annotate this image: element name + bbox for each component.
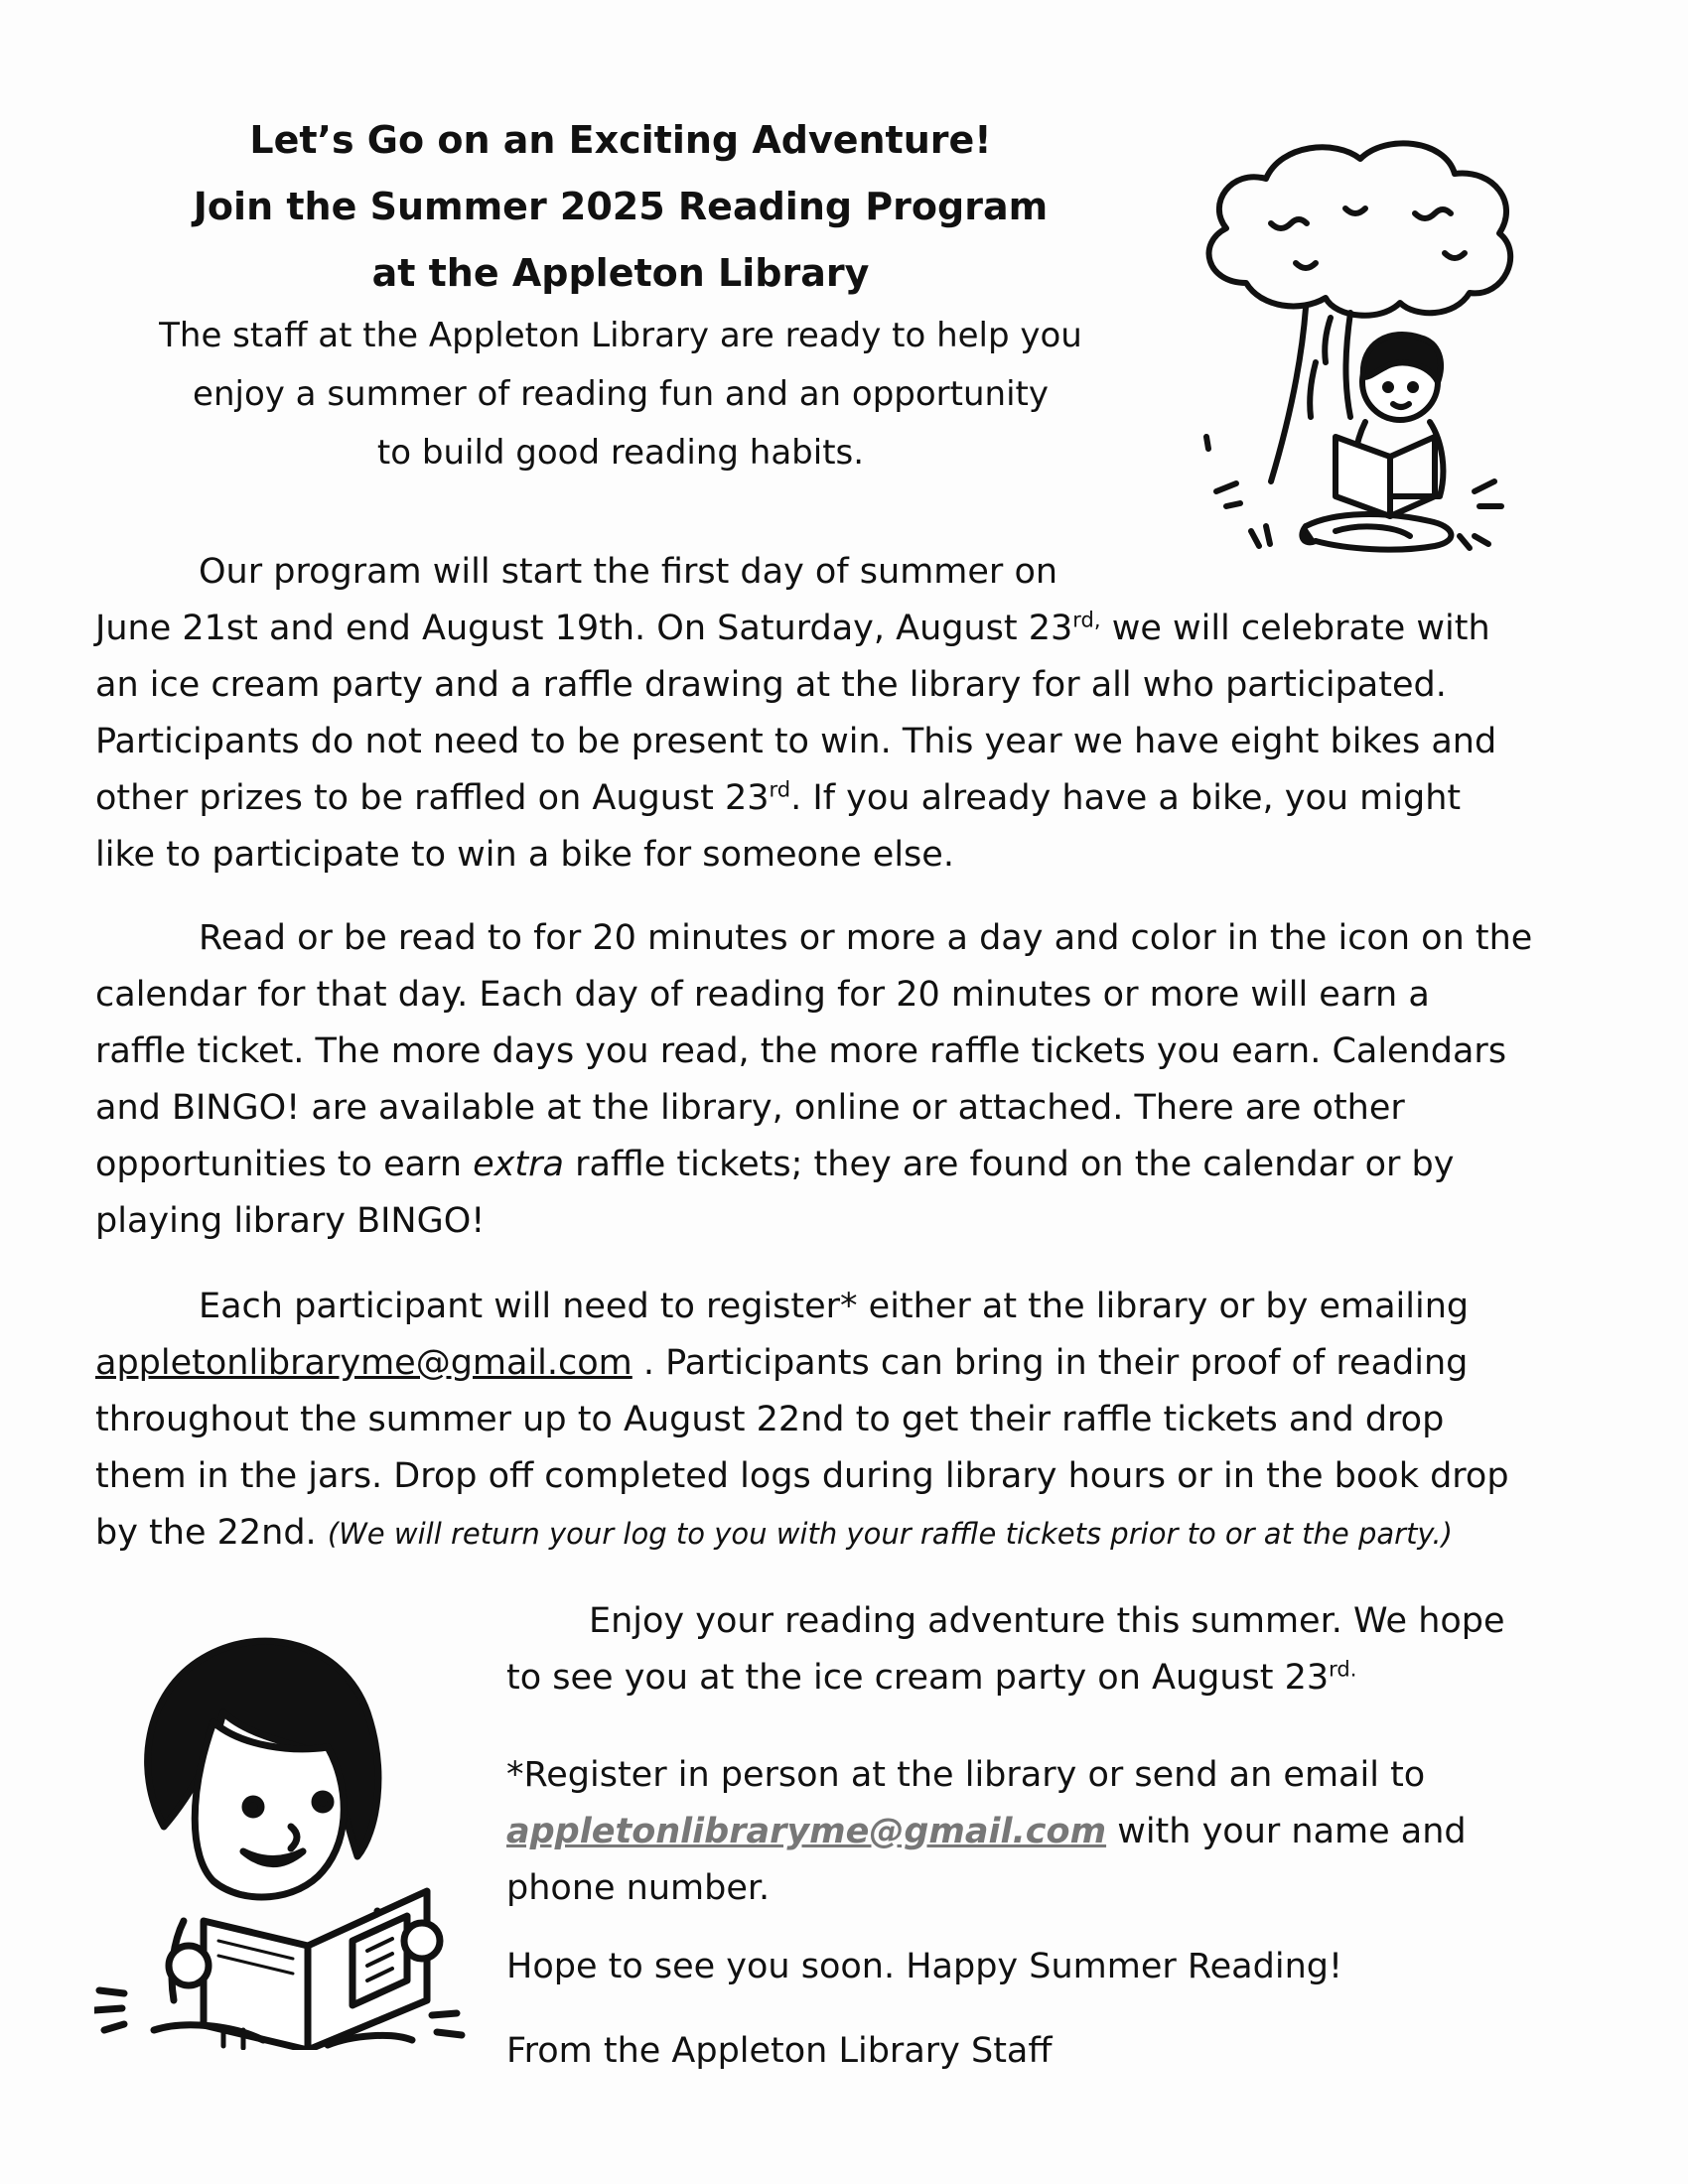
p3-line-1: Each participant will need to register* either at the library or by emailing [199,1287,1470,1326]
p3-line-5: by the 22nd. (We will return your log to you with your raffle tickets prior to or at the party.) [95,1513,1453,1553]
p1-line-4: Participants do not need to be present to win. This year we have eight bikes and [95,722,1497,761]
p2-line-5: opportunities to earn extra raffle tickets; they are found on the calendar or by [95,1145,1455,1184]
intro-line-3: to build good reading habits. [376,433,865,473]
closing-line-2: to see you at the ice cream party on August $23^{rd.}$ [506,1657,1357,1698]
title-line-2: Join the Summer 2025 Reading Program [193,185,1049,228]
log-return-note: (We will return your log to you with your raffle tickets prior to or at the party.) [327,1517,1453,1551]
p2-line-1: Read or be read to for 20 minutes or more a day and color in the icon on the [199,918,1533,958]
title-line-3: at the Appleton Library [371,251,870,295]
hope-line: Hope to see you soon. Happy Summer Reading! [506,1947,1342,1986]
p1-line-5: other prizes to be raffled on August 23rd. If you already have a bike, you might [95,777,1462,818]
closing-block [506,1593,1505,1706]
register-block [506,1747,1467,1917]
p1-line-2: June 21st and end August 19th. On Saturday, August $23^{rd,}$ we will celebrate with [95,608,1490,648]
signature-line: From the Appleton Library Staff [506,2031,1053,2071]
register-line-2: appletonlibraryme@gmail.com with your name and [506,1812,1467,1851]
closing-line-1: Enjoy your reading adventure this summer. We hope [589,1601,1505,1641]
p1-line-1: Our program will start the first day of summer on [199,552,1058,592]
register-line-1: *Register in person at the library or send an email to [506,1755,1426,1795]
p2-line-4: and BINGO! are available at the library, online or attached. There are other [95,1088,1405,1128]
p1-line-6: like to participate to win a bike for someone else. [95,835,954,875]
p3-line-4: them in the jars. Drop off completed logs during library hours or in the book drop [95,1456,1509,1496]
paragraph-reading-rules [95,910,1532,1250]
p2-line-6: playing library BINGO! [95,1201,486,1241]
p3-line-2: appletonlibraryme@gmail.com . Participants can bring in their proof of reading [95,1343,1469,1383]
p1-line-3: an ice cream party and a raffle drawing at the library for all who participated. [95,665,1447,705]
register-email-link[interactable]: appletonlibraryme@gmail.com [506,1812,1107,1851]
intro-line-1: The staff at the Appleton Library are ready to help you [159,316,1082,355]
register-line-3: phone number. [506,1868,771,1908]
intro-line-2: enjoy a summer of reading fun and an opportunity [193,374,1049,414]
title-line-1: Let’s Go on an Exciting Adventure! [249,118,992,162]
p3-line-3: throughout the summer up to August 22nd to get their raffle tickets and drop [95,1400,1445,1439]
p2-line-3: raffle ticket. The more days you read, the more raffle tickets you earn. Calendars [95,1031,1507,1071]
intro-paragraph [94,307,1147,482]
girl-reading-book-icon [94,1623,467,2050]
p2-line-2: calendar for that day. Each day of reading for 20 minutes or more will earn a [95,975,1430,1015]
boy-reading-under-tree-icon [1187,134,1529,571]
paragraph-registration [95,1279,1509,1563]
email-link[interactable]: appletonlibraryme@gmail.com [95,1343,633,1383]
paragraph-program-dates [95,544,1496,884]
header [94,107,1147,482]
